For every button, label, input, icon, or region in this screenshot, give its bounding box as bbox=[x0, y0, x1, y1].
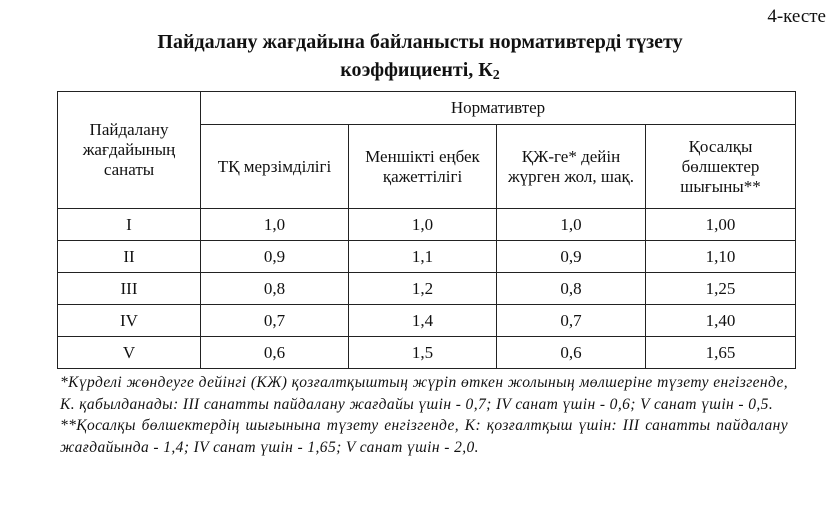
value-cell: 1,5 bbox=[349, 337, 497, 369]
table-row bbox=[58, 209, 796, 241]
table-title-line2-text: коэффициенті, К bbox=[340, 59, 493, 81]
table-row bbox=[58, 241, 796, 273]
value-cell: 1,0 bbox=[497, 209, 646, 241]
value-cell: 0,6 bbox=[201, 337, 349, 369]
value-cell: 0,9 bbox=[497, 241, 646, 273]
value-cell: 0,7 bbox=[497, 305, 646, 337]
table-footnotes bbox=[60, 372, 788, 458]
column-header-spare-parts-consumption: Қосалқы бөлшектер шығыны** bbox=[646, 125, 796, 209]
footnote-overhaul-mileage: *Күрделі жөндеуге дейінгі (КЖ) қозғалтқыштың жүріп өткен жолының мөлшеріне түзету енгізгенде, К. қабылданады: ІІІ санатты пайдалану жағдайы үшін - 0,7; IV санат үшін - 0,6; V санат үшін - 0,5. bbox=[60, 374, 788, 413]
value-cell: 1,40 bbox=[646, 305, 796, 337]
table-title bbox=[0, 28, 840, 90]
value-cell: 0,9 bbox=[201, 241, 349, 273]
table-number-label: 4-кесте bbox=[767, 6, 826, 27]
table-title-subscript: 2 bbox=[492, 68, 500, 83]
category-column-header: Пайдалану жағдайының санаты bbox=[58, 92, 201, 209]
category-cell: V bbox=[58, 337, 201, 369]
value-cell: 1,10 bbox=[646, 241, 796, 273]
footnote-spare-parts: **Қосалқы бөлшектердің шығынына түзету енгізгенде, К: қозғалтқыш үшін: ІІІ санатты пайдалану жағдайында - 1,4; IV санат үшін - 1,65; V санат үшін - 2,0. bbox=[60, 417, 788, 456]
category-cell: ІІ bbox=[58, 241, 201, 273]
category-cell: І bbox=[58, 209, 201, 241]
value-cell: 1,25 bbox=[646, 273, 796, 305]
value-cell: 1,2 bbox=[349, 273, 497, 305]
table-row bbox=[58, 305, 796, 337]
value-cell: 0,8 bbox=[497, 273, 646, 305]
column-header-maintenance-period: ТҚ мерзімділігі bbox=[201, 125, 349, 209]
table-row bbox=[58, 273, 796, 305]
table-row bbox=[58, 337, 796, 369]
value-cell: 0,6 bbox=[497, 337, 646, 369]
value-cell: 1,65 bbox=[646, 337, 796, 369]
coefficients-table bbox=[57, 91, 796, 369]
norms-group-header: Нормативтер bbox=[201, 92, 796, 125]
category-cell: IV bbox=[58, 305, 201, 337]
value-cell: 1,0 bbox=[349, 209, 497, 241]
value-cell: 0,7 bbox=[201, 305, 349, 337]
value-cell: 1,0 bbox=[201, 209, 349, 241]
table-header-row-top bbox=[58, 92, 796, 125]
column-header-mileage-to-overhaul: ҚЖ-ге* дейін жүрген жол, шақ. bbox=[497, 125, 646, 209]
value-cell: 1,00 bbox=[646, 209, 796, 241]
category-cell: ІІІ bbox=[58, 273, 201, 305]
value-cell: 0,8 bbox=[201, 273, 349, 305]
table-title-line1: Пайдалану жағдайына байланысты нормативтерді түзету bbox=[157, 31, 683, 53]
value-cell: 1,1 bbox=[349, 241, 497, 273]
table-title-line2 bbox=[0, 56, 840, 90]
column-header-labor-intensity: Меншікті еңбек қажеттілігі bbox=[349, 125, 497, 209]
value-cell: 1,4 bbox=[349, 305, 497, 337]
